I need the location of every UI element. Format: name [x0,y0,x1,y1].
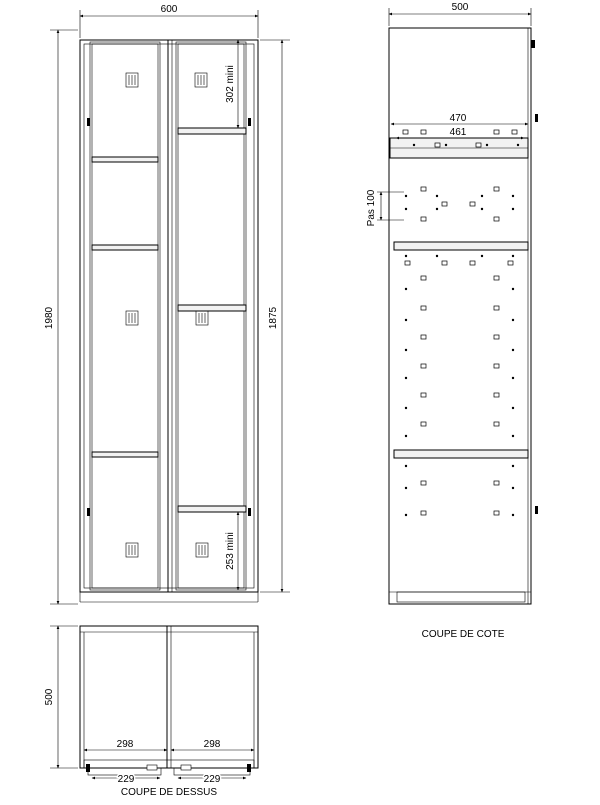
dim-pitch-label: Pas 100 [366,189,377,227]
side-shelf-2 [394,242,528,250]
dim-height-label: 1980 [44,306,55,330]
hinge-icon [535,506,538,514]
lock-icon [147,765,157,770]
side-view-caption: COUPE DE COTE [421,629,505,640]
top-view [44,626,258,798]
dim-left-width-label: 298 [116,739,134,750]
dim-right-door-label: 229 [203,774,221,785]
right-shelf-3 [178,506,246,512]
hinge-icon [535,114,538,122]
vent-louver-icon [196,311,208,325]
dim-depth-label: 500 [451,2,469,13]
dim-shelf-outer-label: 470 [449,113,467,124]
dim-inner-height-label: 1875 [268,306,279,330]
top-view-caption: COUPE DE DESSUS [120,787,218,798]
dim-shelf-inner-label: 461 [449,127,467,138]
side-view [366,2,538,640]
left-shelf-2 [92,245,158,250]
right-shelf-1 [178,128,246,134]
vent-louver-icon [126,311,138,325]
left-door [90,42,160,590]
right-shelf-2 [178,305,246,311]
dim-top-depth-label: 500 [44,688,55,706]
hinge-icon [248,508,251,516]
front-view [44,4,290,604]
hinge-icon [247,764,251,772]
left-shelf-3 [92,452,158,457]
lock-icon [181,765,191,770]
dim-width-label: 600 [160,4,178,15]
hinge-icon [87,508,90,516]
left-shelf-1 [92,157,158,162]
side-shelf-3 [394,450,528,458]
dim-bottom-gap-label: 253 mini [225,532,236,570]
dim-left-door-label: 229 [117,774,135,785]
vent-louver-icon [126,73,138,87]
vent-louver-icon [196,543,208,557]
hinge-icon [531,40,535,48]
hinge-icon [86,764,90,772]
vent-louver-icon [195,73,207,87]
vent-louver-icon [126,543,138,557]
dim-top-gap-label: 302 mini [225,65,236,103]
hinge-icon [87,118,90,126]
top-outline [80,626,258,768]
dim-right-width-label: 298 [203,739,221,750]
hinge-icon [248,118,251,126]
